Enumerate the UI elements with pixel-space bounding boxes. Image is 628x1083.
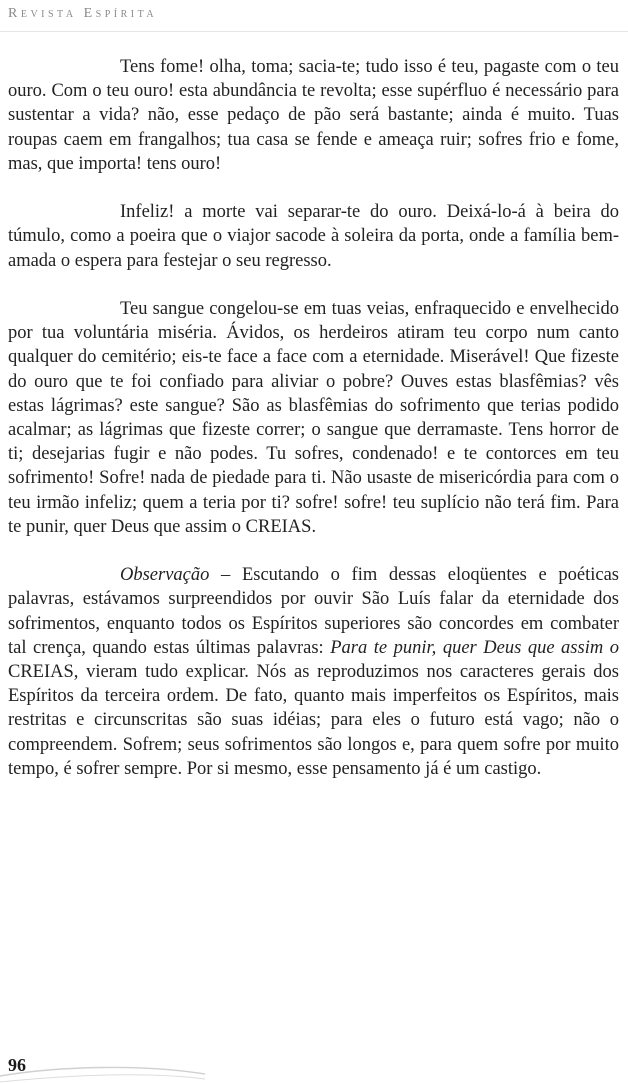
observation-text-part-1: – Escutando o fim dessas eloqüentes e poéticas palavras, estávamos surpreendidos por ouvir São Luís falar da eternidade dos sofrimentos, enquanto todos os Espíritos superiores são concordes em combater tal crença, quando estas últimas palavras: xyxy=(8,565,619,658)
footer-swoosh-ornament xyxy=(0,1052,628,1083)
running-head-title: Revista Espírita xyxy=(8,6,158,21)
header-divider xyxy=(0,31,628,32)
paragraph: Infeliz! a morte vai separar-te do ouro. Deixá-lo-á à beira do túmulo, como a poeira que o viajor sacode à soleira da porta, onde a família bem-amada o espera para festejar o seu regresso. xyxy=(8,202,619,271)
observation-text-part-2: CREIAS, vieram tudo explicar. Nós as reproduzimos nos caracteres gerais dos Espíritos da terceira ordem. De fato, quanto mais imperfeitos os Espíritos, mais restritas e circunscritas são suas idéias; para eles o futuro está vago; não o compreendem. Sofrem; seus sofrimentos são longos e, para quem sofre por muito tempo, é sofrer sempre. Por si mesmo, esse pensamento já é um castigo. xyxy=(8,662,619,779)
observation-quote: Para te punir, quer Deus que assim o xyxy=(330,637,619,658)
paragraph: Tens fome! olha, toma; sacia-te; tudo isso é teu, pagaste com o teu ouro. Com o teu ouro! esta abundância te revolta; esse supérfluo é necessário para sustentar a vida? não, esse pedaço de pão será bastante; ainda é muito. Tuas roupas caem em frangalhos; tua casa se fende e ameaça ruir; sofres frio e fome, mas, que importa! tens ouro! xyxy=(8,57,619,174)
observation-paragraph xyxy=(8,563,619,781)
paragraph: Teu sangue congelou-se em tuas veias, enfraquecido e envelhecido por tua voluntária miséria. Ávidos, os herdeiros atiram teu corpo num canto qualquer do cemitério; eis-te face a face com a eternidade. Miserável! Que fizeste do ouro que te foi confiado para aliviar o pobre? Ouves estas blasfêmias? vês estas lágrimas? este sangue? São as blasfêmias do sofrimento que terias podido acalmar; as lágrimas que fizeste correr; o sangue que derramaste. Tens horror de ti; desejarias fugir e não podes. Tu sofres, condenado! e te contorces em teu sofrimento! Sofre! nada de piedade para ti. Não usaste de misericórdia para com o teu irmão infeliz; quem a teria por ti? sofre! sofre! teu suplício não terá fim. Para te punir, quer Deus que assim o CREIAS. xyxy=(8,299,619,537)
observation-label: Observação xyxy=(120,565,210,586)
page-number: 96 xyxy=(8,1055,26,1075)
body-text xyxy=(8,55,619,781)
